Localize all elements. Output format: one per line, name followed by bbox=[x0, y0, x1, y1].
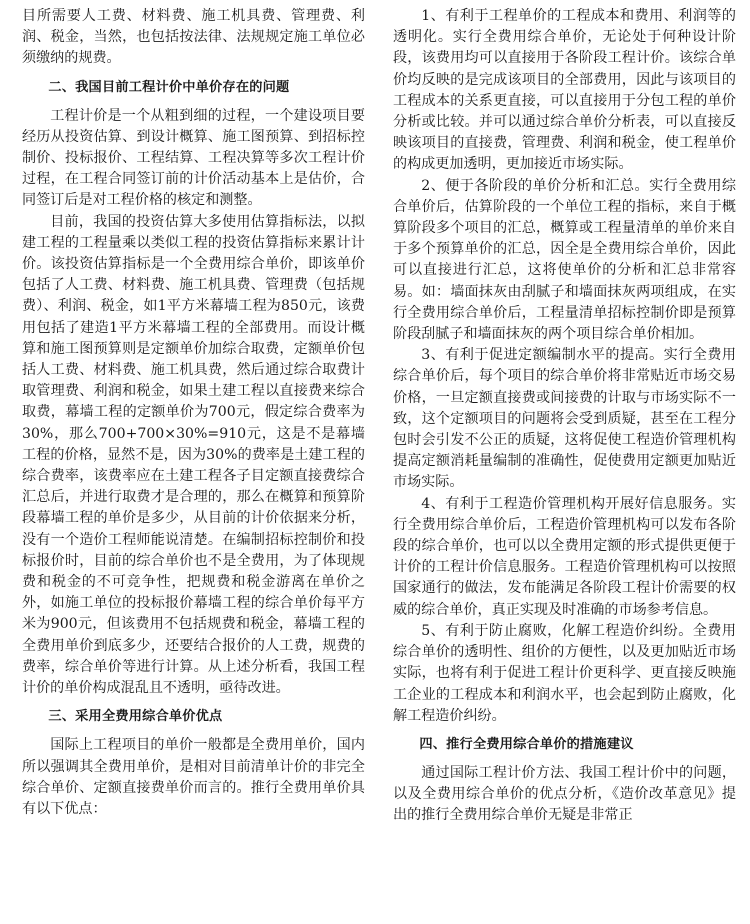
section-heading-2: 二、我国目前工程计价中单价存在的问题 bbox=[48, 79, 290, 95]
list-item-advantage-1: 1、有利于工程单价的工程成本和费用、利润等的透明化。实行全费用综合单价，无论处于何种设计阶段，该费用均可以直接用于各阶段工程计价。该综合单价均反映的是完成该项目的全部费用，因此与该项目的工程成本的关系更直接，可以直接用于分包工程的单价分析或比较。并可以通过综合单价分析表，可以直接反映该项目的直接费，管理费、利润和税金，使工程单价的构成更加透明，更加接近市场实际。 bbox=[393, 8, 736, 173]
paragraph-estimation-index: 目前，我国的投资估算大多使用估算指标法，以拟建工程的工程量乘以类似工程的投资估算指标来累计计价。该投资估算指标是一个全费用综合单价，即该单价包括了人工费、材料费、施工机具费、管理费（包括规费）、利润、税金，如1平方米幕墙工程为850元，该费用包括了建造1平方米幕墙工程的全部费用。而设计概算和施工图预算则是定额单价加综合取费，定额单价包括人工费、材料费、施工机具费，然后通过综合取费计取管理费、利润和税金，如果土建工程以直接费来综合取费，幕墙工程的定额单价为700元，假定综合费率为30%，那么700+700×30%=910元，这是不是幕墙工程的价格，显然不是，因为30%的费率是土建工程的综合费率，该费率应在土建工程各子目定额直接费综合汇总后，并进行取费才是合理的，那么在概算和预算阶段幕墙工程的单价是多少，从目前的计价依据来分析，没有一个造价工程师能说清楚。在编制招标控制价和投标报价时，目前的综合单价也不是全费用，为了体现规费和税金的不可竞争性，把规费和税金游离在单价之外，如施工单位的投标报价幕墙工程的综合单价每平方米为900元，但该费用不包括规费和税金，幕墙工程的全费用单价到底多少，还要结合报价的人工费，规费的费率，综合单价等进行计算。从上述分析看，我国工程计价的单价构成混乱且不透明，亟待改进。 bbox=[22, 213, 365, 697]
paragraph-recommendations: 通过国际工程计价方法、我国工程计价中的问题，以及全费用综合单价的优点分析，《造价改革意见》提出的推行全费用综合单价无疑是非常正 bbox=[393, 764, 736, 824]
list-item-advantage-2: 2、便于各阶段的单价分析和汇总。实行全费用综合单价后，估算阶段的一个单位工程的指标，来自于概算阶段多个项目的汇总，概算或工程量清单的单价来自于多个预算单价的汇总，因全是全费用综合单价，因此可以直接进行汇总，这将使单价的分析和汇总非常容易。如：墙面抹灰由刮腻子和墙面抹灰两项组成，在实行全费用综合单价后，工程量清单招标控制价即是预算阶段刮腻子和墙面抹灰的两个项目综合单价相加。 bbox=[393, 177, 736, 343]
paragraph-international-pricing: 国际上工程项目的单价一般都是全费用单价，国内所以强调其全费用单价，是相对目前清单计价的非完全综合单价、定额直接费单价而言的。推行全费用单价具有以下优点： bbox=[22, 737, 365, 817]
list-item-advantage-4: 4、有利于工程造价管理机构开展好信息服务。实行全费用综合单价后，工程造价管理机构可以发布各阶段的综合单价，也可以以全费用定额的形式提供更便于计价的工程计价信息服务。工程造价管理机构可以按照国家通行的做法，发布能满足各阶段工程计价需要的权威的综合单价，真正实现及时准确的市场参考信息。 bbox=[393, 495, 736, 618]
right-column bbox=[393, 6, 736, 924]
section-heading-3: 三、采用全费用综合单价优点 bbox=[48, 709, 223, 725]
list-item-advantage-5: 5、有利于防止腐败，化解工程造价纠纷。全费用综合单价的透明性、组价的方便性，以及更加贴近市场实际，也将有利于促进工程计价更科学、更直接反映施工企业的工程成本和利润水平，也会起到防止腐败，化解工程造价纠纷。 bbox=[393, 622, 736, 724]
left-column bbox=[22, 6, 365, 924]
section-heading-4: 四、推行全费用综合单价的措施建议 bbox=[419, 736, 634, 752]
list-item-advantage-3: 3、有利于促进定额编制水平的提高。实行全费用综合单价后，每个项目的综合单价将非常贴近市场交易价格，一旦定额直接费或间接费的计取与市场实际不一致，这个定额项目的问题将会受到质疑，甚至在工程分包时会引发不公正的质疑，这将促使工程造价管理机构提高定额消耗量编制的准确性，促使费用定额更加贴近市场实际。 bbox=[393, 347, 736, 491]
paragraph-continuation: 目所需要人工费、材料费、施工机具费、管理费、利润、税金，当然，也包括按法律、法规规定施工单位必须缴纳的规费。 bbox=[22, 8, 365, 67]
paragraph-valuation-process: 工程计价是一个从粗到细的过程，一个建设项目要经历从投资估算、到设计概算、施工图预算、到招标控制价、投标报价、工程结算、工程决算等多次工程计价过程，在工程合同签订前的计价活动基本上是估价，合同签订后是对工程价格的核定和测整。 bbox=[22, 107, 365, 209]
